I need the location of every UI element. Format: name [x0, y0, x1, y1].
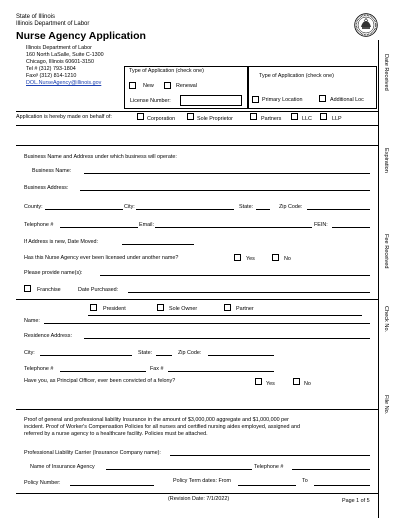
date-moved-label: If Address is new, Date Moved:: [24, 239, 99, 245]
email-field[interactable]: [155, 227, 312, 228]
licensed-yes-checkbox[interactable]: [234, 254, 241, 261]
licensed-yes-label: Yes: [246, 256, 255, 262]
franchise-label: Franchise: [37, 287, 61, 293]
license-number-input[interactable]: [180, 95, 242, 106]
felony-question: Have you, as Principal Officer, ever been convicted of a felony?: [24, 378, 176, 384]
behalf-label: Application is hereby made on behalf of:: [16, 114, 112, 120]
date-purchased-label: Date Purchased:: [78, 287, 119, 293]
footer-divider: [16, 493, 378, 494]
president-label: President: [103, 306, 126, 312]
liability-carrier-field[interactable]: [170, 455, 370, 456]
county-label: County:: [24, 204, 43, 210]
license-number-label: License Number:: [130, 98, 171, 104]
partners-label: Partners: [261, 116, 282, 122]
policy-term-label: Policy Term dates: From: [173, 478, 232, 484]
contact-city: Chicago, Illinois 60601-3150: [26, 59, 95, 65]
telephone-field[interactable]: [60, 227, 138, 228]
contact-street: 160 North LaSalle, Suite C-1300: [26, 52, 104, 58]
file-no-label: File No.: [383, 395, 389, 415]
page-title: Nurse Agency Application: [16, 30, 146, 42]
president-checkbox[interactable]: [90, 304, 97, 311]
partner-label: Partner: [236, 306, 254, 312]
section-divider: [16, 299, 378, 300]
business-name-label: Business Name:: [32, 168, 72, 174]
officer-state-label: State:: [138, 350, 153, 356]
renewal-checkbox[interactable]: [164, 82, 171, 89]
sole-owner-label: Sole Owner: [169, 306, 198, 312]
llc-checkbox[interactable]: [291, 113, 298, 120]
residence-address-label: Residence Address:: [24, 333, 72, 339]
franchise-checkbox[interactable]: [24, 285, 31, 292]
city-field[interactable]: [136, 209, 234, 210]
officer-zip-field[interactable]: [208, 355, 274, 356]
state-field[interactable]: [256, 209, 270, 210]
contact-tel: Tel # (312) 793-1804: [26, 66, 76, 72]
contact-department: Illinois Department of Labor: [26, 45, 92, 51]
department-name: Illinois Department of Labor: [16, 21, 90, 27]
section-divider: [16, 111, 378, 112]
primary-location-checkbox[interactable]: [252, 96, 259, 103]
business-intro: Business Name and Address under which business will operate:: [24, 154, 177, 160]
insurance-agency-field[interactable]: [106, 469, 252, 470]
residence-address-field[interactable]: [84, 338, 370, 339]
state-seal-icon: [354, 13, 378, 37]
application-type-heading-2: Type of Application (check one): [259, 73, 334, 79]
officer-selection-line: [88, 315, 362, 316]
additional-location-checkbox[interactable]: [319, 95, 326, 102]
policy-term-to-field[interactable]: [314, 485, 370, 486]
county-field[interactable]: [45, 209, 123, 210]
felony-yes-label: Yes: [266, 381, 275, 387]
policy-number-label: Policy Number:: [24, 480, 61, 486]
officer-city-label: City:: [24, 350, 35, 356]
felony-yes-checkbox[interactable]: [255, 378, 262, 385]
date-moved-field[interactable]: [122, 244, 194, 245]
date-received-label: Date Received: [383, 54, 389, 91]
policy-term-from-field[interactable]: [238, 485, 296, 486]
insurance-telephone-field[interactable]: [292, 469, 370, 470]
zip-code-label: Zip Code:: [279, 204, 303, 210]
partner-checkbox[interactable]: [224, 304, 231, 311]
officer-city-field[interactable]: [40, 355, 132, 356]
felony-no-label: No: [304, 381, 311, 387]
insurance-proof-line-1: Proof of general and professional liability Insurance in the amount of $3,000,000 aggregate and $1,000,000 per: [24, 417, 289, 423]
sole-owner-checkbox[interactable]: [157, 304, 164, 311]
section-divider: [16, 409, 378, 410]
business-name-field[interactable]: [84, 173, 370, 174]
liability-carrier-label: Professional Liability Carrier (Insurance Company name):: [24, 450, 161, 456]
expiration-label: Expiration: [383, 148, 389, 173]
licensed-no-checkbox[interactable]: [272, 254, 279, 261]
corporation-checkbox[interactable]: [137, 113, 144, 120]
business-address-field[interactable]: [80, 190, 370, 191]
officer-telephone-field[interactable]: [60, 371, 146, 372]
officer-fax-field[interactable]: [168, 371, 274, 372]
section-divider: [16, 125, 378, 126]
licensed-no-label: No: [284, 256, 291, 262]
fein-label: FEIN:: [314, 222, 328, 228]
partners-checkbox[interactable]: [250, 113, 257, 120]
zip-code-field[interactable]: [307, 209, 370, 210]
policy-term-to-label: To: [302, 478, 308, 484]
telephone-label: Telephone #: [24, 222, 54, 228]
insurance-agency-label: Name of Insurance Agency: [30, 464, 95, 470]
llp-checkbox[interactable]: [320, 113, 327, 120]
corporation-label: Corporation: [147, 116, 176, 122]
officer-name-label: Name:: [24, 318, 40, 324]
felony-no-checkbox[interactable]: [293, 378, 300, 385]
primary-location-label: Primary Location: [262, 97, 303, 103]
application-type-heading-1: Type of Application (check one): [129, 68, 204, 74]
fein-field[interactable]: [332, 227, 370, 228]
provide-names-field[interactable]: [100, 275, 370, 276]
sole-proprietor-checkbox[interactable]: [187, 113, 194, 120]
section-divider: [16, 145, 378, 146]
city-label: City:: [124, 204, 135, 210]
llp-label: LLP: [332, 116, 342, 122]
officer-name-field[interactable]: [44, 323, 370, 324]
page-number: Page 1 of 5: [342, 498, 370, 504]
insurance-telephone-label: Telephone #: [254, 464, 284, 470]
officer-state-field[interactable]: [156, 355, 172, 356]
date-purchased-field[interactable]: [128, 292, 370, 293]
insurance-proof-line-2: incident. Proof of Worker's Compensation Policies for all nurses and certified nursing aides employed, assigned and: [24, 424, 300, 430]
revision-date: (Revision Date: 7/1/2022): [168, 496, 230, 502]
contact-email-link[interactable]: DOL.NurseAgency@illinois.gov: [26, 80, 102, 86]
sidebar-divider: [378, 40, 379, 518]
business-address-label: Business Address:: [24, 185, 69, 191]
sole-proprietor-label: Sole Proprietor: [197, 116, 233, 122]
new-label: New: [143, 83, 154, 89]
provide-names-label: Please provide name(s):: [24, 270, 83, 276]
officer-telephone-label: Telephone #: [24, 366, 54, 372]
state-name: State of Illinois: [16, 14, 56, 20]
contact-fax: Fax# (312) 814-1210: [26, 73, 77, 79]
fee-received-label: Fee Received: [383, 234, 389, 269]
new-checkbox[interactable]: [129, 82, 136, 89]
officer-fax-label: Fax #: [150, 366, 164, 372]
licensed-question: Has this Nurse Agency ever been licensed under another name?: [24, 255, 179, 261]
llc-label: LLC: [302, 116, 312, 122]
state-label: State:: [239, 204, 254, 210]
email-label: Email:: [139, 222, 154, 228]
officer-zip-label: Zip Code:: [178, 350, 202, 356]
renewal-label: Renewal: [176, 83, 197, 89]
policy-number-field[interactable]: [70, 485, 154, 486]
check-no-label: Check No.: [383, 306, 389, 333]
insurance-proof-line-3: referred by a nurse agency to a healthcare facility. Policies must be attached.: [24, 431, 208, 437]
additional-location-label: Additional Loc: [330, 97, 364, 103]
